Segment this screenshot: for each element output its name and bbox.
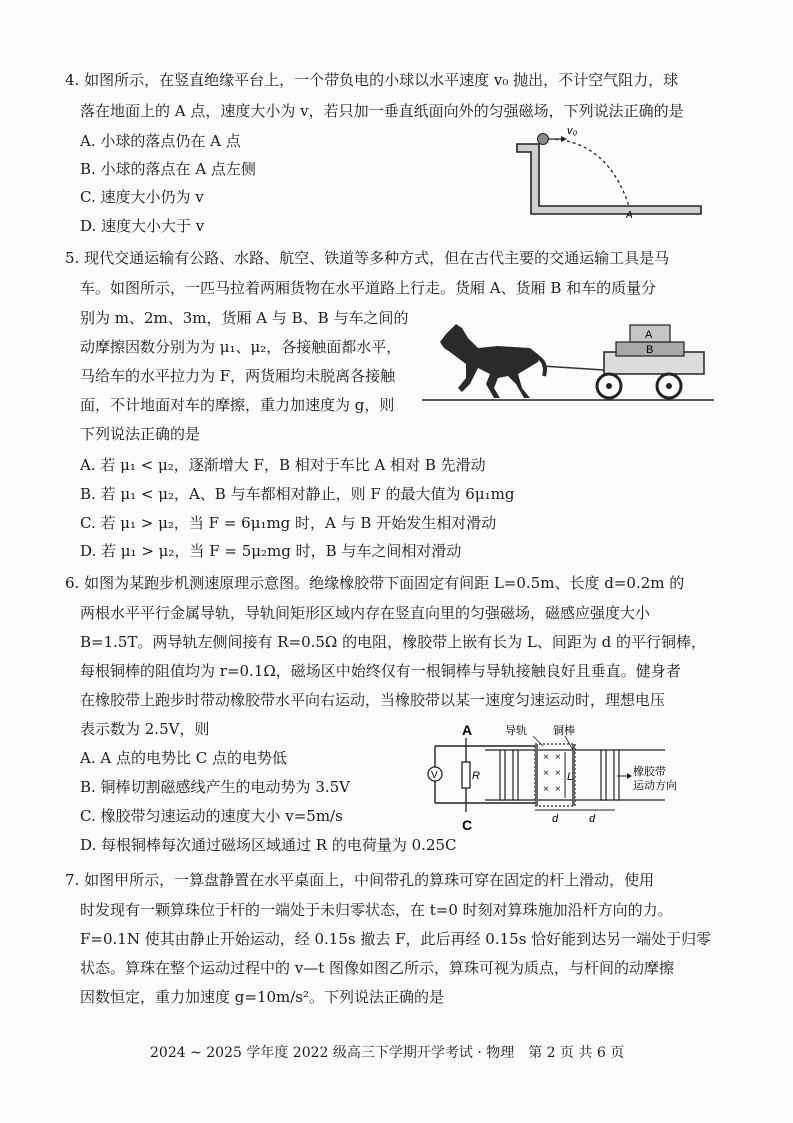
q5-figure [418, 318, 716, 410]
q7-line-4: 状态。算珠在整个运动过程中的 v—t 图像如图乙所示，算珠可视为质点，与杆间的动摩擦 [80, 959, 675, 977]
resistor-label: R [472, 770, 480, 782]
point-a-label: A [462, 722, 473, 738]
q4-line-2: 落在地面上的 A 点，速度大小为 v，若只加一垂直纸面向外的匀强磁场，下列说法正确的是 [80, 102, 684, 120]
q6-line-4: 每根铜棒的阻值均为 r=0.1Ω，磁场区中始终仅有一根铜棒与导轨接触良好且垂直。健身者 [80, 662, 681, 680]
q5-line-3: 别为 m、2m、3m，货厢 A 与 B、B 与车之间的 [80, 309, 409, 327]
q6-line-2: 两根水平平行金属导轨，导轨间矩形区域内存在竖直向里的匀强磁场，磁感应强度大小 [80, 604, 651, 622]
q5-option-a: A. 若 μ₁ < μ₂，逐渐增大 F，B 相对于车比 A 相对 B 先滑动 [80, 456, 486, 474]
q5-line-5: 马给车的水平拉力为 F，两货厢均未脱离各接触 [80, 367, 396, 385]
page-footer: 2024 ~ 2025 学年度 2022 级高三下学期开学考试 · 物理 第 2 页 共 6 页 [150, 1045, 625, 1061]
q6-option-c: C. 橡胶带匀速运动的速度大小 v=5m/s [80, 807, 343, 825]
q6-figure [425, 720, 715, 835]
q6-line-6: 表示数为 2.5V，则 [80, 720, 210, 738]
q5-line-1: 5. 现代交通运输有公路、水路、航空、铁道等多种方式，但在古代主要的交通运输工具是马 [65, 249, 670, 267]
trajectory-curve [549, 139, 629, 206]
q5-line-7: 下列说法正确的是 [80, 425, 201, 443]
point-c-label: C [462, 817, 473, 833]
box-b-label: B [646, 344, 654, 356]
l-label: L [567, 771, 574, 783]
rod-label: 铜棒 [553, 725, 575, 737]
copper-rod [500, 750, 505, 800]
q6-line-3: B=1.5T。两导轨左侧间接有 R=0.5Ω 的电阻，橡胶带上嵌有长为 L、间距为 d 的平行铜棒， [80, 633, 707, 651]
rail-label: 导轨 [505, 725, 527, 737]
svg-text:×: × [543, 752, 549, 763]
platform-shape [517, 144, 701, 214]
harness-line [542, 366, 604, 370]
copper-rod [614, 750, 619, 800]
point-a-label: A [626, 210, 633, 221]
q4-option-b: B. 小球的落点在 A 点左侧 [80, 160, 256, 178]
copper-rod [513, 750, 518, 800]
field-markers [543, 752, 561, 795]
direction-arrow-icon [627, 773, 632, 779]
q6-option-d: D. 每根铜棒每次通过磁场区域通过 R 的电荷量为 0.25C [80, 836, 457, 854]
svg-text:×: × [555, 768, 561, 779]
q6-line-5: 在橡胶带上跑步时带动橡胶带水平向右运动，当橡胶带以某一速度匀速运动时，理想电压 [80, 691, 666, 709]
v0-label: v₀ [567, 125, 578, 137]
q7-line-1: 7. 如图甲所示，一算盘静置在水平桌面上，中间带孔的算珠可穿在固定的杆上滑动，使用 [65, 871, 655, 889]
resistor-icon [462, 762, 470, 788]
q4-line-1: 4. 如图所示，在竖直绝缘平台上，一个带负电的小球以水平速度 v₀ 抛出，不计空气阻力，球 [65, 71, 679, 89]
q6-option-b: B. 铜棒切割磁感线产生的电动势为 3.5V [80, 778, 351, 796]
q6-line-1: 6. 如图为某跑步机测速原理示意图。绝缘橡胶带下面固定有间距 L=0.5m、长度 d=0.2m 的 [65, 574, 685, 592]
q4-option-d: D. 速度大小大于 v [80, 217, 205, 235]
q5-line-6: 面，不计地面对车的摩擦，重力加速度为 g，则 [80, 396, 395, 414]
copper-rod [601, 750, 606, 800]
q5-option-d: D. 若 μ₁ > μ₂，当 F = 5μ₂mg 时，B 与车之间相对滑动 [80, 542, 462, 560]
q5-option-c: C. 若 μ₁ > μ₂，当 F = 6μ₁mg 时，A 与 B 开始发生相对滑动 [80, 514, 497, 532]
q6-option-a: A. A 点的电势比 C 点的电势低 [80, 749, 287, 767]
ball-icon [538, 134, 549, 145]
direction-label-2: 运动方向 [633, 780, 677, 792]
svg-text:×: × [543, 784, 549, 795]
svg-text:×: × [555, 752, 561, 763]
q7-line-3: F=0.1N 使其由静止开始运动，经 0.15s 撤去 F，此后再经 0.15s 恰好能到达另一端处于归零 [80, 930, 712, 948]
q4-figure [505, 122, 705, 222]
q4-option-c: C. 速度大小仍为 v [80, 188, 204, 206]
q7-line-5: 因数恒定，重力加速度 g=10m/s²。下列说法正确的是 [80, 988, 445, 1006]
voltmeter-label: V [431, 770, 438, 781]
q4-option-a: A. 小球的落点仍在 A 点 [80, 132, 241, 150]
q5-line-4: 动摩擦因数分别为为 μ₁、μ₂，各接触面都水平， [80, 338, 402, 356]
d-label-rods: d [589, 813, 596, 825]
d-label-field: d [552, 813, 559, 825]
q7-line-2: 时发现有一颗算珠位于杆的一端处于未归零状态，在 t=0 时刻对算珠施加沿杆方向的力。 [80, 901, 673, 919]
q5-line-2: 车。如图所示，一匹马拉着两厢货物在水平道路上行走。货厢 A、货厢 B 和车的质量分 [80, 279, 657, 297]
direction-label-1: 橡胶带 [633, 766, 666, 778]
svg-text:×: × [543, 768, 549, 779]
horse-icon [440, 324, 540, 398]
svg-text:×: × [555, 784, 561, 795]
q5-option-b: B. 若 μ₁ < μ₂，A、B 与车都相对静止，则 F 的最大值为 6μ₁mg [80, 485, 515, 503]
box-a-label: A [645, 329, 653, 341]
